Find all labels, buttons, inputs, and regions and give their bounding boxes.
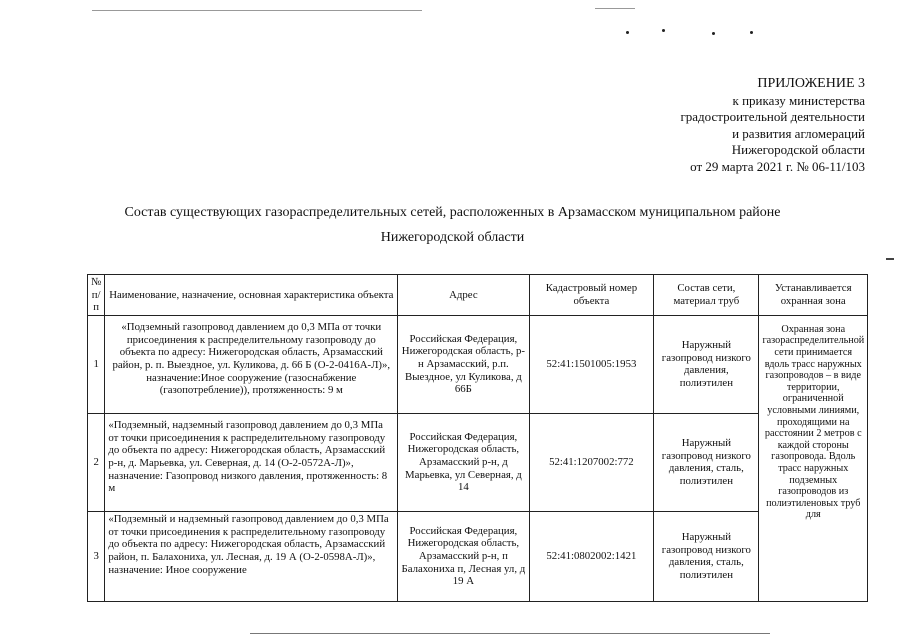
appendix-line: и развития агломераций (732, 125, 865, 141)
row-address: Российская Федерация, Нижегородская область, Арзамасский р-н, п Балахониха п, Лесная ул, д 19 А (398, 511, 529, 601)
header-address: Адрес (398, 275, 529, 316)
table-header-row (88, 275, 868, 316)
scan-artifact-dot (626, 31, 629, 34)
row-material: Наружный газопровод низкого давления, сталь, полиэтилен (654, 413, 759, 511)
table-row (88, 511, 868, 601)
row-name-text: «Подземный и надземный газопровод давлением до 0,3 МПа от точки присоединения к распределительному газопроводу до объекта по адресу: Нижегородская область, Арзамасский район, п. Балахониха, ул. Лесная, д. 19 А (О-2-0598А-Л)», назначение: Иное сооружение (108, 513, 389, 576)
row-number: 3 (88, 511, 105, 601)
document-title-continued: Нижегородской области (380, 230, 525, 245)
scan-artifact-dot (712, 32, 715, 35)
row-name (105, 511, 398, 601)
gas-network-table (87, 274, 868, 602)
scan-artifact-mark (886, 258, 894, 260)
row-number: 2 (88, 413, 105, 511)
row-name-text: «Подземный газопровод давлением до 0,3 МПа от точки присоединения к распределительному газопроводу до объекта по адресу: Нижегородская область, Арзамасский район, р. п. Выездное, ул. Куликова, д. 66 Б (О-2-0416А-Л)», назначение:Иное сооружение (газоснабжение (газопотребление)), протяженность: 9 м (112, 321, 391, 397)
row-material: Наружный газопровод низкого давления, полиэтилен (654, 315, 759, 413)
header-name: Наименование, назначение, основная характеристика объекта (105, 275, 398, 316)
scan-artifact-line (595, 8, 635, 9)
row-name (105, 315, 398, 413)
scan-artifact-line (92, 10, 422, 11)
appendix-title: ПРИЛОЖЕНИЕ 3 (757, 76, 865, 91)
appendix-block (680, 76, 865, 175)
appendix-line: градостроительной деятельности (680, 109, 865, 124)
header-protection-zone: Устанавливается охранная зона (759, 275, 868, 316)
row-name-text: «Подземный, надземный газопровод давлением до 0,3 МПа от точки присоединения к распределительному газопроводу до объекта по адресу: Нижегородская область, Арзамасский р-н, д. Марьевка, ул. Северная, д. 14 (О-2-0572А-Л)», назначение: Газопровод низкого давления, протяженность: 8 м (108, 419, 388, 495)
scan-artifact-dot (662, 29, 665, 32)
appendix-line: Нижегородской области (731, 142, 865, 157)
appendix-line: к приказу министерства (732, 92, 865, 108)
protection-zone-cell: Охранная зона газораспределительной сети принимается вдоль трасс наружных газопроводов – в виде территории, ограниченной условными линиями, проходящими на расстоянии 2 метров с каждой стороны газопровода. Вдоль трасс наружных подземных газопроводов из полиэтиленовых труб для (759, 315, 868, 601)
header-number: № п/п (88, 275, 105, 316)
appendix-line: от 29 марта 2021 г. № 06-11/103 (690, 158, 865, 174)
table-row (88, 413, 868, 511)
row-address: Российская Федерация, Нижегородская область, Арзамасский р-н, д Марьевка, ул Северная, д 14 (398, 413, 529, 511)
scan-artifact-dot (750, 31, 753, 34)
row-address: Российская Федерация, Нижегородская область, р-н Арзамасский, р.п. Выездное, ул Куликова, д 66Б (398, 315, 529, 413)
header-cadastral: Кадастровый номер объекта (529, 275, 654, 316)
row-number: 1 (88, 315, 105, 413)
row-cadastral: 52:41:0802002:1421 (529, 511, 654, 601)
header-material: Состав сети, материал труб (654, 275, 759, 316)
row-cadastral: 52:41:1501005:1953 (529, 315, 654, 413)
row-cadastral: 52:41:1207002:772 (529, 413, 654, 511)
row-name (105, 413, 398, 511)
document-title: Состав существующих газораспределительных сетей, расположенных в Арзамасском муниципальном районе (124, 205, 781, 220)
scan-artifact-line (250, 633, 770, 634)
row-material: Наружный газопровод низкого давления, сталь, полиэтилен (654, 511, 759, 601)
table-row (88, 315, 868, 413)
